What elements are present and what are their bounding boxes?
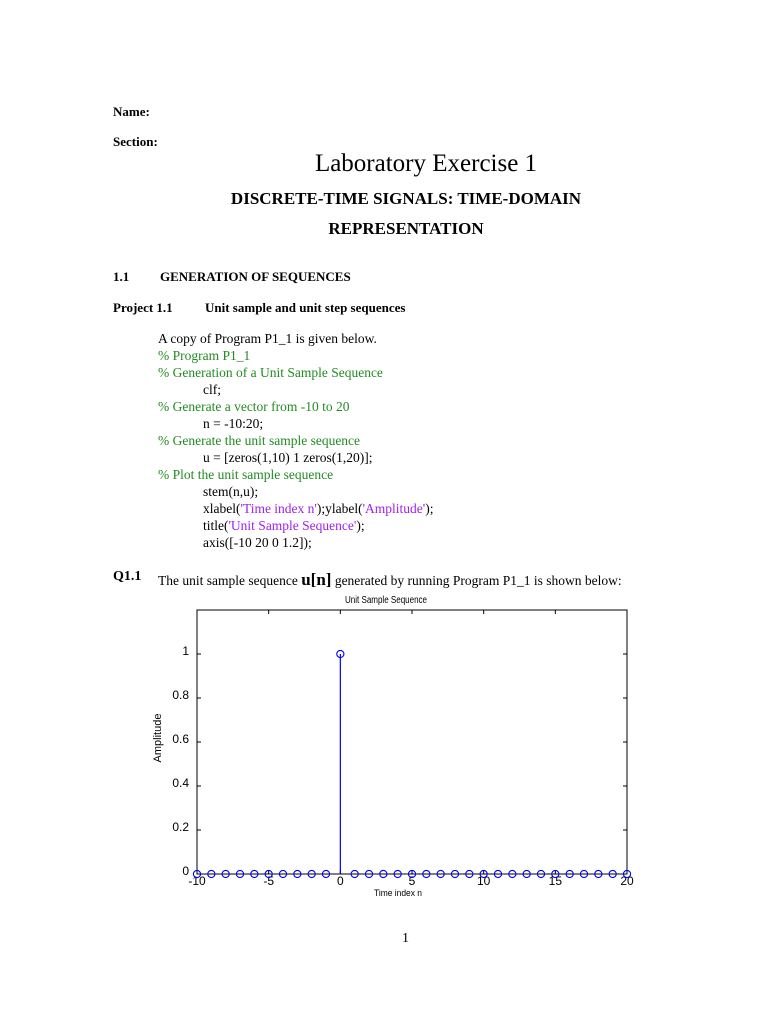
code-line: clf;: [203, 382, 221, 397]
code-string: 'Time index n': [240, 501, 317, 516]
plot-area: [197, 610, 627, 874]
project-label: Project 1.1: [113, 300, 173, 315]
code-comment: % Generate a vector from -10 to 20: [158, 399, 350, 414]
code-line: axis([-10 20 0 1.2]);: [203, 535, 312, 550]
question-text: [158, 570, 622, 590]
code-comment: % Generation of a Unit Sample Sequence: [158, 365, 383, 380]
code-text: );: [425, 501, 434, 516]
page-number: 1: [402, 931, 409, 946]
project-title: Unit sample and unit step sequences: [205, 300, 406, 315]
code-text: xlabel(: [203, 501, 241, 516]
x-axis-label: Time index n: [374, 888, 422, 898]
x-tick-label: 10: [476, 874, 491, 888]
subtitle-line1: DISCRETE-TIME SIGNALS: TIME-DOMAIN: [230, 189, 582, 208]
code-comment: % Plot the unit sample sequence: [158, 467, 334, 482]
code-text: );: [356, 518, 365, 533]
math-symbol: u[n]: [301, 570, 332, 589]
y-axis-label: Amplitude: [152, 713, 164, 763]
section-number: 1.1: [113, 269, 130, 284]
x-tick-label: 15: [548, 874, 563, 888]
code-comment: % Generate the unit sample sequence: [158, 433, 361, 448]
code-text: title(: [203, 518, 229, 533]
stem-series: [193, 650, 630, 877]
axis-ticks: [172, 610, 634, 888]
y-tick-label: 0.6: [172, 732, 189, 746]
y-tick-label: 0.4: [172, 776, 189, 790]
program-intro: A copy of Program P1_1 is given below.: [158, 331, 377, 346]
x-tick-label: 0: [336, 874, 344, 888]
code-string: 'Unit Sample Sequence': [228, 518, 357, 533]
question-label: Q1.1: [113, 569, 142, 584]
code-line: [203, 518, 365, 534]
x-tick-label: 20: [620, 874, 634, 888]
question-text-before: The unit sample sequence: [158, 573, 298, 588]
x-tick-label: -5: [263, 874, 275, 888]
code-line: n = -10:20;: [203, 416, 264, 431]
code-line: u = [zeros(1,10) 1 zeros(1,20)];: [203, 450, 373, 465]
y-tick-label: 0: [182, 864, 189, 878]
stem-plot: [150, 588, 650, 908]
chart-title: Unit Sample Sequence: [345, 595, 428, 606]
section-title: GENERATION OF SEQUENCES: [160, 269, 351, 284]
y-tick-label: 1: [182, 644, 189, 658]
y-tick-label: 0.2: [172, 820, 189, 834]
name-label: Name:: [113, 104, 150, 119]
subtitle-line2: REPRESENTATION: [328, 219, 484, 238]
code-string: 'Amplitude': [362, 501, 426, 516]
x-tick-label: 5: [408, 874, 416, 888]
code-comment: % Program P1_1: [158, 348, 251, 363]
x-tick-label: -10: [188, 874, 206, 888]
code-line: stem(n,u);: [203, 484, 259, 499]
question-text-after: generated by running Program P1_1 is shown below:: [334, 573, 622, 588]
y-tick-label: 0.8: [172, 688, 189, 702]
code-text: );ylabel(: [316, 501, 363, 516]
page-title: Laboratory Exercise 1: [314, 150, 538, 177]
code-line: [203, 501, 433, 517]
section-label: Section:: [113, 134, 158, 149]
